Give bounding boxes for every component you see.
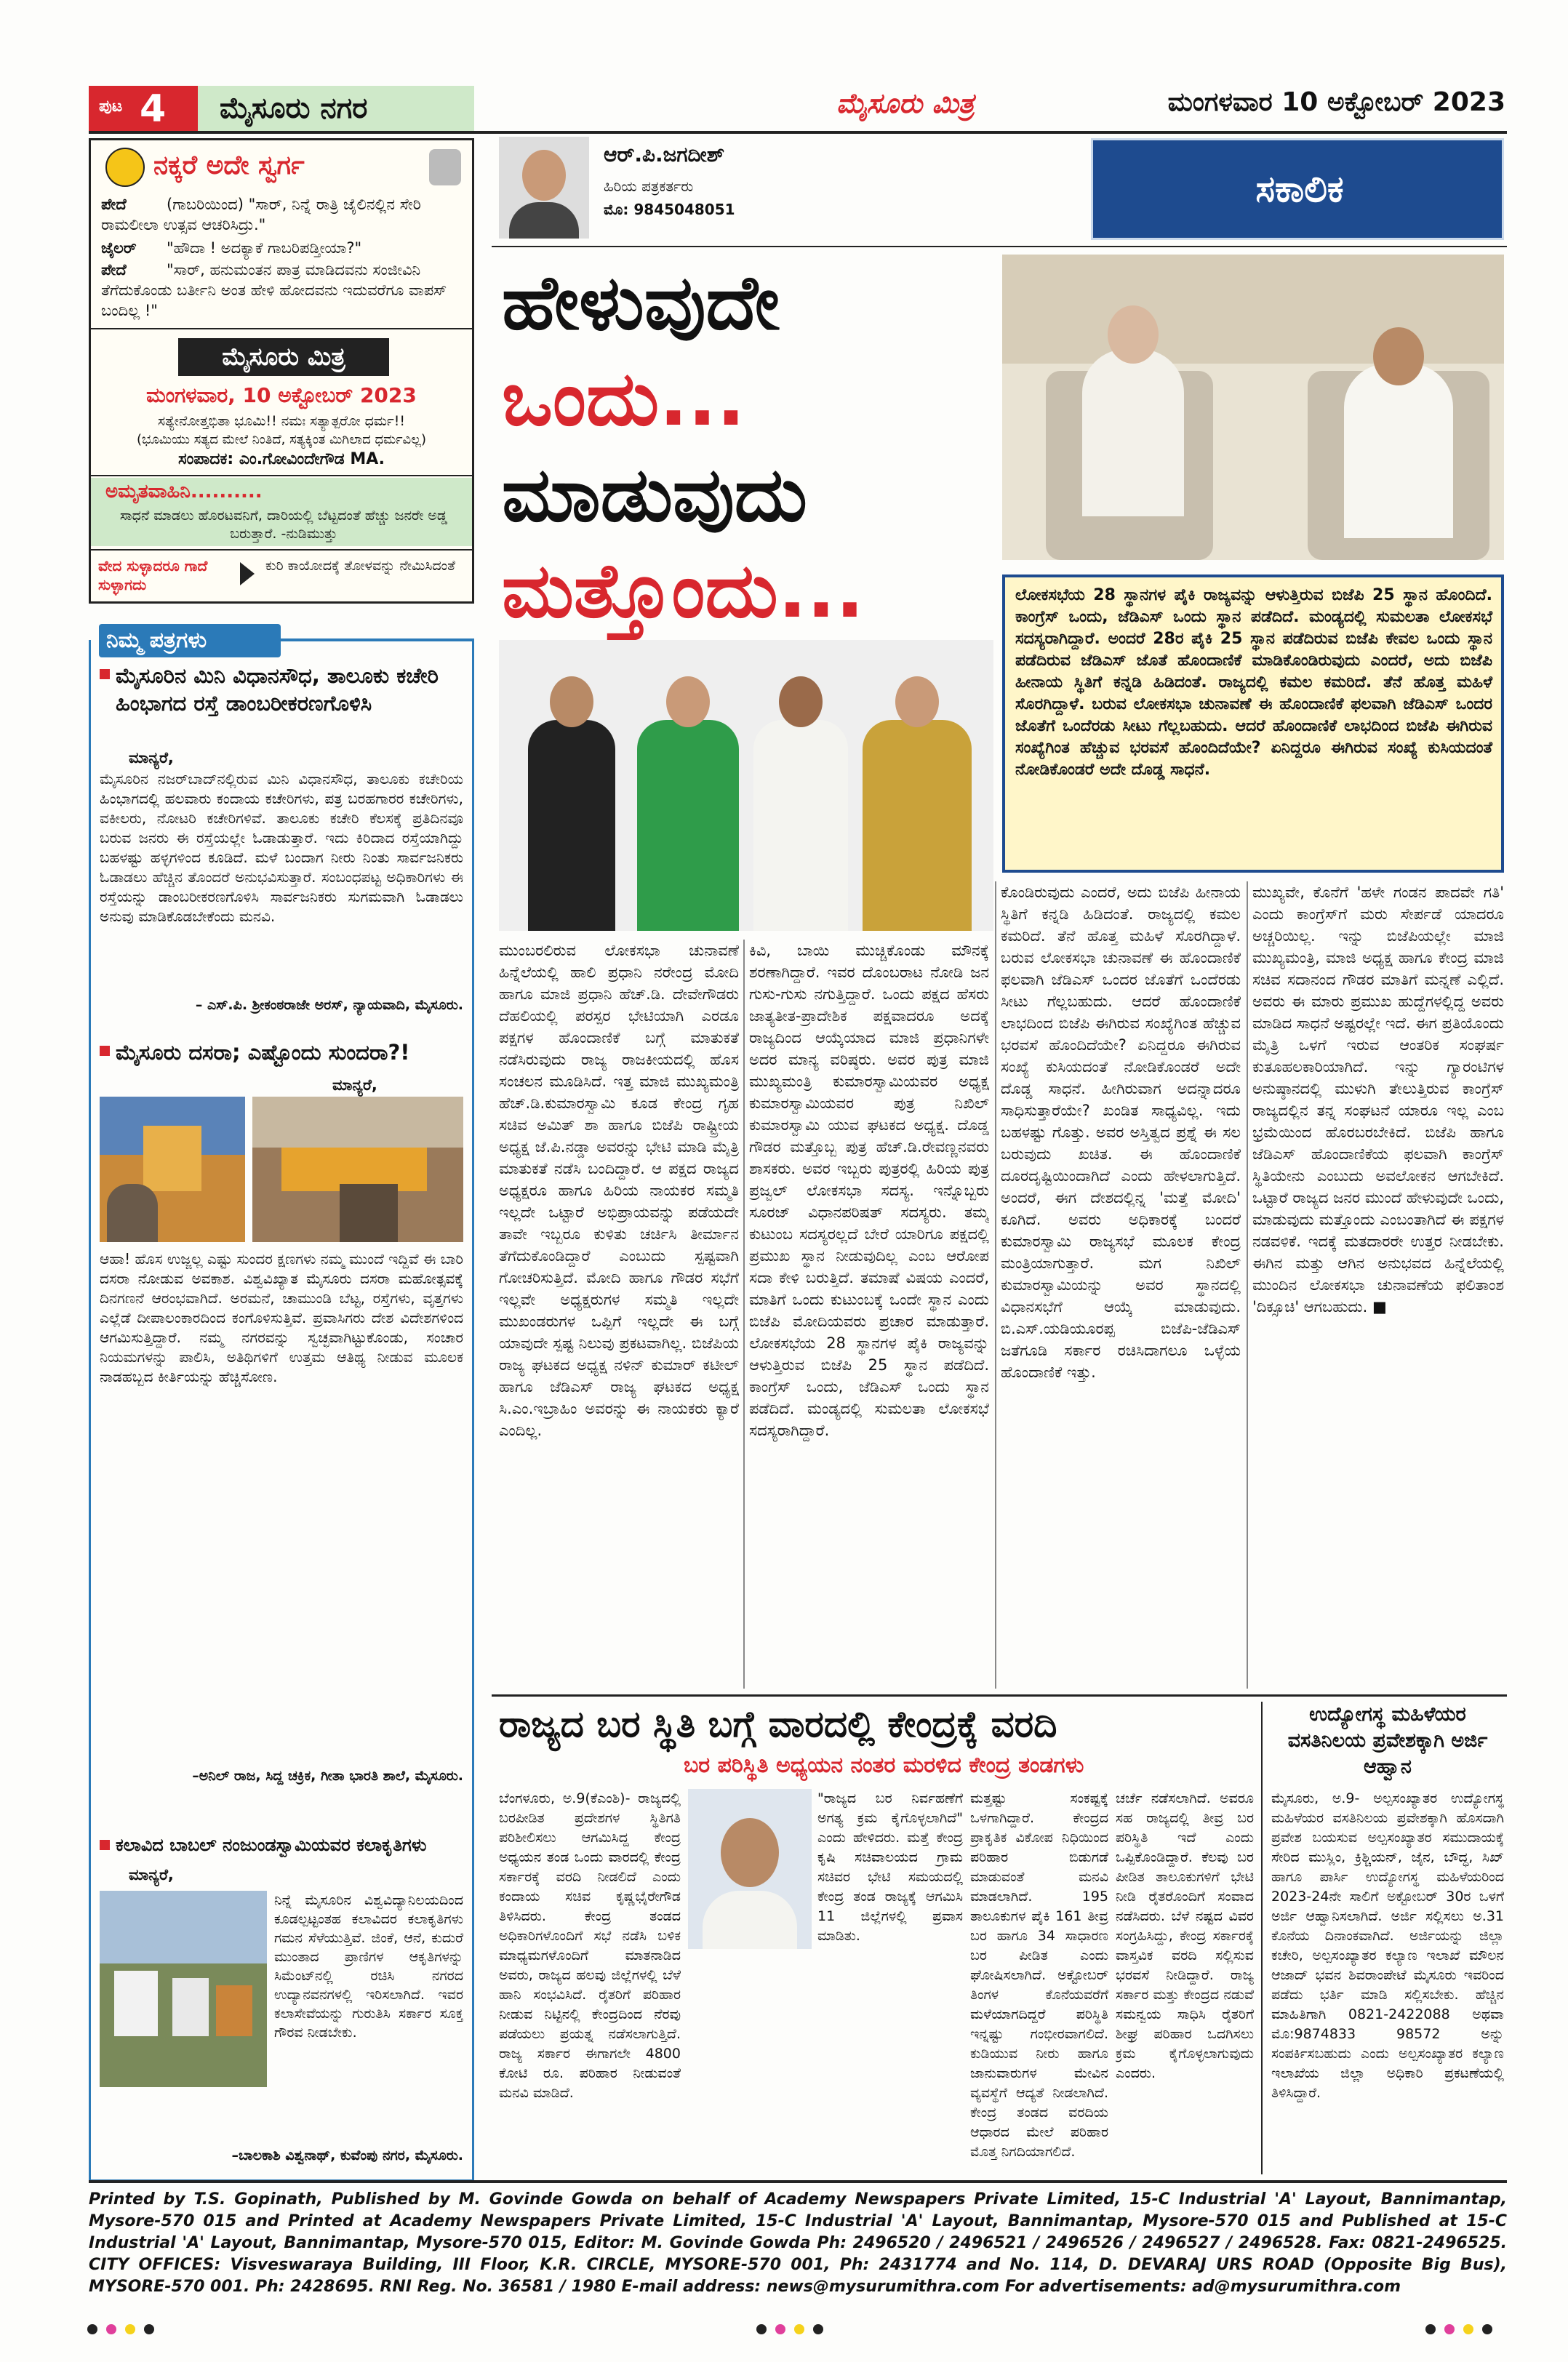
divider <box>91 549 472 551</box>
headline-line-3: ಮಾಡುವುದು <box>502 450 807 539</box>
registration-dot <box>813 2324 823 2334</box>
joke-speaker: ಜೈಲರ್ <box>101 239 137 257</box>
headline-line-2: ಒಂದು... <box>502 354 745 443</box>
letter-body: ಆಹಾ! ಹೊಸ ಉಜ್ಜಲ್ಲ ಎಷ್ಟು ಸುಂದರ ಕ್ಷಣಗಳು ನಮ್ಮ ಮುಂದೆ ಇದ್ದಿವೆ ಈ ಬಾರಿ ದಸರಾ ನೋಡುವ ಅವಕಾಶ. ವಿಶ್ವವಿಖ್ಯಾತ ಮೈಸೂರು ದಸರಾ ಮಹೋತ್ಸವಕ್ಕೆ ದಿನಗಣನೆ ಆರಂಭವಾಗಿದೆ. ಅರಮನೆ, ಚಾಮುಂಡಿ ಬೆಟ್ಟ, ರಸ್ತೆಗಳು, ವೃತ್ತಗಳು ಎಲ್ಲೆಡೆ ದೀಪಾಲಂಕಾರದಿಂದ ಕಂಗೊಳಿಸುತ್ತಿವೆ. ಪ್ರವಾಸಿಗರು ದೇಶ ವಿದೇಶಗಳಿಂದ ಆಗಮಿಸುತ್ತಿದ್ದಾರೆ. ನಮ್ಮ ನಗರವನ್ನು ಸ್ವಚ್ಛವಾಗಿಟ್ಟುಕೊಂಡು, ಸಂಚಾರ ನಿಯಮಗಳನ್ನು ಪಾಲಿಸಿ, ಅತಿಥಿಗಳಿಗೆ ಉತ್ತಮ ಆತಿಥ್ಯ ನೀಡುವ ಮೂಲಕ ನಾಡಹಬ್ಬದ ಕೀರ್ತಿಯನ್ನು ಹೆಚ್ಚಿಸೋಣ. <box>100 1250 463 1385</box>
proverb-arrow-icon <box>240 562 255 585</box>
header-date: ಮಂಗಳವಾರ 10 ಅಕ್ಟೋಬರ್ 2023 <box>1167 87 1505 117</box>
letter-salutation: ಮಾನ್ಯರೆ, <box>129 1866 174 1883</box>
drought-column-1a: ಬೆಂಗಳೂರು, ಅ.9(ಕೆಎಂಶಿ)- ರಾಜ್ಯದಲ್ಲಿ ಬರಪೀಡಿತ ಪ್ರದೇಶಗಳ ಸ್ಥಿತಿಗತಿ ಪರಿಶೀಲಿಸಲು ಆಗಮಿಸಿದ್ದ ಕೇಂದ್ರ ಅಧ್ಯಯನ ತಂಡ ಒಂದು ವಾರದಲ್ಲಿ ಕೇಂದ್ರ ಸರ್ಕಾರಕ್ಕೆ ವರದಿ ನೀಡಲಿದೆ ಎಂದು ಕಂದಾಯ ಸಚಿವ ಕೃಷ್ಣಭೈರೇಗೌಡ ತಿಳಿಸಿದರು. ಕೇಂದ್ರ ತಂಡದ ಅಧಿಕಾರಿಗಳೊಂದಿಗೆ ಸಭೆ ನಡೆಸಿ ಬಳಿಕ ಮಾಧ್ಯಮಗಳೊಂದಿಗೆ ಮಾತನಾಡಿದ ಅವರು, ರಾಜ್ಯದ ಹಲವು ಜಿಲ್ಲೆಗಳಲ್ಲಿ ಬೆಳೆ ಹಾನಿ ಸಂಭವಿಸಿದೆ. ರೈತರಿಗೆ ಪರಿಹಾರ ನೀಡುವ ನಿಟ್ಟಿನಲ್ಲಿ ಕೇಂದ್ರದಿಂದ ನೆರವು ಪಡೆಯಲು ಪ್ರಯತ್ನ ನಡೆಸಲಾಗುತ್ತಿದೆ. ರಾಜ್ಯ ಸರ್ಕಾರ ಈಗಾಗಲೇ 4800 ಕೋಟಿ ರೂ. ಪರಿಹಾರ ನೀಡುವಂತೆ ಮನವಿ ಮಾಡಿದೆ. <box>499 1790 681 2101</box>
bullet-icon <box>100 669 110 679</box>
footer-rule <box>89 2180 1507 2183</box>
joke-line-3 <box>101 260 465 321</box>
letter-3 <box>100 1833 463 2167</box>
section-title: ಮೈಸೂರು ನಗರ <box>220 92 368 125</box>
registration-dot <box>125 2324 135 2334</box>
registration-dot <box>1482 2324 1492 2334</box>
drought-column-3: ಚರ್ಚೆ ನಡೆಸಲಾಗಿದೆ. ಅವರೂ ಸಹ ರಾಜ್ಯದಲ್ಲಿ ತೀವ್ರ ಬರ ಪರಿಸ್ಥಿತಿ ಇದೆ ಎಂದು ಒಪ್ಪಿಕೊಂಡಿದ್ದಾರೆ. ಕೆಲವು ಬರ ಪೀಡಿತ ತಾಲೂಕುಗಳಿಗೆ ಭೇಟಿ ನೀಡಿ ರೈತರೊಂದಿಗೆ ಸಂವಾದ ನಡೆಸಿದರು. ಬೆಳೆ ನಷ್ಟದ ವಿವರ ಸಂಗ್ರಹಿಸಿದ್ದು, ಕೇಂದ್ರ ಸರ್ಕಾರಕ್ಕೆ ವಾಸ್ತವಿಕ ವರದಿ ಸಲ್ಲಿಸುವ ಭರವಸೆ ನೀಡಿದ್ದಾರೆ. ರಾಜ್ಯ ಸರ್ಕಾರ ಮತ್ತು ಕೇಂದ್ರದ ನಡುವೆ ಸಮನ್ವಯ ಸಾಧಿಸಿ ರೈತರಿಗೆ ಶೀಘ್ರ ಪರಿಹಾರ ಒದಗಿಸಲು ಕ್ರಮ ಕೈಗೊಳ್ಳಲಾಗುವುದು ಎಂದರು. <box>1116 1790 1254 2081</box>
letter-headline: ಕಲಾವಿದ ಬಾಬಲ್ ನಂಜುಂಡಸ್ವಾಮಿಯವರ ಕಲಾಕೃತಿಗಳು <box>116 1835 427 1855</box>
letter-headline: ಮೈಸೂರು ದಸರಾ; ಎಷ್ಟೊಂದು ಸುಂದರಾ?! <box>116 1040 410 1065</box>
proverb-left: ವೇದ ಸುಳ್ಳಾದರೂ ಗಾದೆ ಸುಳ್ಳಾಗದು <box>98 557 208 593</box>
registration-dot <box>775 2324 785 2334</box>
letter-salutation: ಮಾನ್ಯರೆ, <box>332 1076 377 1094</box>
joke-text: (ಗಾಬರಿಯಿಂದ) "ಸಾರ್, ನಿನ್ನೆ ರಾತ್ರಿ ಜೈಲಿನಲ್ಲಿನ ಸೇರಿ ರಾಮಲೀಲಾ ಉತ್ಸವ ಆಚರಿಸಿದ್ರು." <box>101 196 421 233</box>
dasara-elephant-photo <box>252 1097 463 1242</box>
registration-dot <box>87 2324 97 2334</box>
joke-box <box>98 145 465 323</box>
masthead-date: ಮಂಗಳವಾರ, 10 ಅಕ್ಟೋಬರ್ 2023 <box>146 383 417 407</box>
column-divider <box>1261 1702 1263 2174</box>
divider <box>91 475 472 476</box>
column-banner <box>1091 138 1504 240</box>
page-number-tab <box>89 86 198 131</box>
joke-line-2 <box>101 238 465 258</box>
amrutha-title: ಅಮೃತವಾಹಿನಿ.......... <box>105 481 263 503</box>
letter-signature: – ಎಸ್.ಪಿ. ಶ್ರೀಕಂಠರಾಜೇ ಅರಸ್, ನ್ಯಾಯವಾದಿ, ಮೈಸೂರು. <box>195 997 463 1013</box>
registration-dot <box>1425 2324 1436 2334</box>
cartoon-icon <box>429 149 461 185</box>
letter-body: ನಿನ್ನೆ ಮೈಸೂರಿನ ವಿಶ್ವವಿದ್ಯಾನಿಲಯದಿಂದ ಕೂಡಲ್ಪಟ್ಟಂತಹ ಕಲಾವಿದರ ಕಲಾಕೃತಿಗಳು ಗಮನ ಸೆಳೆಯುತ್ತಿವೆ. ಜಿಂಕೆ, ಆನೆ, ಕುದುರೆ ಮುಂತಾದ ಪ್ರಾಣಿಗಳ ಆಕೃತಿಗಳನ್ನು ಸಿಮೆಂಟ್‌ನಲ್ಲಿ ರಚಿಸಿ ನಗರದ ಉದ್ಯಾನವನಗಳಲ್ಲಿ ಇರಿಸಲಾಗಿದೆ. ಇವರ ಕಲಾಸೇವೆಯನ್ನು ಗುರುತಿಸಿ ಸರ್ಕಾರ ಸೂಕ್ತ ಗೌರವ ನೀಡಬೇಕು. <box>274 1892 463 2041</box>
minister-photo <box>688 1789 812 1949</box>
amrutha-box <box>91 478 472 546</box>
letter-signature: –ಅನಿಲ್ ರಾಜ, ಸಿದ್ದ ಚಕ್ರಿಕ, ಗೀತಾ ಭಾರತಿ ಶಾಲೆ, ಮೈಸೂರು. <box>192 1768 463 1784</box>
author-photo <box>499 137 589 239</box>
masthead-motto-2: (ಭೂಮಿಯು ಸತ್ಯದ ಮೇಲೆ ನಿಂತಿದೆ, ಸತ್ಯಕ್ಕಿಂತ ಮಿಗಿಲಾದ ಧರ್ಮವಿಲ್ಲ) <box>137 432 426 447</box>
letters-banner: ನಿಮ್ಮ ಪತ್ರಗಳು <box>99 624 281 657</box>
joke-text: "ಹೌದಾ ! ಅದಕ್ಯಾಕೆ ಗಾಬರಿಪಡ್ತೀಯಾ?" <box>167 239 362 257</box>
joke-speaker: ಪೇದೆ <box>101 261 127 279</box>
header-rule <box>89 131 1507 134</box>
article-column-2: ಕಿವಿ, ಬಾಯಿ ಮುಚ್ಚಿಕೊಂಡು ಮೌನಕ್ಕೆ ಶರಣಾಗಿದ್ದಾರೆ. ಇವರ ದೊಂಬರಾಟ ನೋಡಿ ಜನ ಗುಸು-ಗುಸು ನಗುತ್ತಿದ್ದಾರೆ. ಒಂದು ಪಕ್ಷದ ಹೆಸರು ಜಾತ್ಯತೀತ-ಪ್ರಾದೇಶಿಕ ಪಕ್ಷವಾದರೂ ಅದಕ್ಕೆ ರಾಜ್ಯದಿಂದ ಆಯ್ಕೆಯಾದ ಮಾಜಿ ಪ್ರಧಾನಿಗಳೇ ಅದರ ಮಾನ್ಯ ವರಿಷ್ಠರು. ಅವರ ಪುತ್ರ ಮಾಜಿ ಮುಖ್ಯಮಂತ್ರಿ ಕುಮಾರಸ್ವಾಮಿಯವರ ಅಧ್ಯಕ್ಷ ಕುಮಾರಸ್ವಾಮಿಯವರ ಪುತ್ರ ನಿಖಿಲ್ ಕುಮಾರಸ್ವಾಮಿ ಯುವ ಘಟಕದ ಅಧ್ಯಕ್ಷ. ದೊಡ್ಡ ಗೌಡರ ಮತ್ತೊಬ್ಬ ಪುತ್ರ ಹೆಚ್.ಡಿ.ರೇವಣ್ಣನವರು ಶಾಸಕರು. ಅವರ ಇಬ್ಬರು ಪುತ್ರರಲ್ಲಿ ಹಿರಿಯ ಪುತ್ರ ಪ್ರಜ್ವಲ್ ಲೋಕಸಭಾ ಸದಸ್ಯ. ಇನ್ನೊಬ್ಬರು ಸೂರಜ್ ವಿಧಾನಪರಿಷತ್ ಸದಸ್ಯರು. ತಮ್ಮ ಕುಟುಂಬ ಸದಸ್ಯರಲ್ಲದೆ ಬೇರೆ ಯಾರಿಗೂ ಪಕ್ಷದಲ್ಲಿ ಪ್ರಮುಖ ಸ್ಥಾನ ನೀಡುವುದಿಲ್ಲ ಎಂಬ ಆರೋಪ ಸದಾ ಕೇಳಿ ಬರುತ್ತಿದೆ. ತಮಾಷೆ ವಿಷಯ ಎಂದರೆ, ಮಾತಿಗೆ ಒಂದು ಕುಟುಂಬಕ್ಕೆ ಒಂದೇ ಸ್ಥಾನ ಎಂದು ಬಿಜೆಪಿ ಮೋದಿಯವರು ಪ್ರಚಾರ ಮಾಡುತ್ತಾರೆ. ಲೋಕಸಭೆಯ 28 ಸ್ಥಾನಗಳ ಪೈಕಿ ರಾಜ್ಯವನ್ನು ಆಳುತ್ತಿರುವ ಬಿಜೆಪಿ 25 ಸ್ಥಾನ ಪಡೆದಿದೆ. ಕಾಂಗ್ರೆಸ್ ಒಂದು, ಜೆಡಿಎಸ್ ಒಂದು ಸ್ಥಾನ ಪಡೆದಿದೆ. ಮಂಡ್ಯದಲ್ಲಿ ಸುಮಲತಾ ಲೋಕಸಭೆ ಸದಸ್ಯರಾಗಿದ್ದಾರೆ. <box>749 942 989 1439</box>
headline-line-4: ಮತ್ತೊಂದು... <box>502 546 865 635</box>
dasara-palace-photo <box>100 1097 245 1242</box>
letter-body: ಮೈಸೂರಿನ ನಜರ್‌ಬಾದ್‌ನಲ್ಲಿರುವ ಮಿನಿ ವಿಧಾನಸೌಧ, ತಾಲೂಕು ಕಚೇರಿಯ ಹಿಂಭಾಗದಲ್ಲಿ ಹಲವಾರು ಕಂದಾಯ ಕಚೇರಿಗಳು, ಪತ್ರ ಬರಹಗಾರರ ಕಚೇರಿಗಳು, ವಕೀಲರು, ನೋಟರಿ ಕಚೇರಿಗಳಿವೆ. ತಾಲೂಕು ಕಚೇರಿ ಕೆಲಸಕ್ಕೆ ಪ್ರತಿದಿನವೂ ಬರುವ ಜನರು ಈ ರಸ್ತೆಯಲ್ಲೇ ಓಡಾಡುತ್ತಾರೆ. ಇದು ಕಿರಿದಾದ ರಸ್ತೆಯಾಗಿದ್ದು ಬಹಳಷ್ಟು ಹಳ್ಳಗಳಿಂದ ಕೂಡಿದೆ. ಮಳೆ ಬಂದಾಗ ನೀರು ನಿಂತು ಸಾರ್ವಜನಿಕರು ಓಡಾಡಲು ಹೆಚ್ಚಿನ ತೊಂದರೆ ಅನುಭವಿಸುತ್ತಾರೆ. ಸಂಬಂಧಪಟ್ಟ ಅಧಿಕಾರಿಗಳು ಈ ರಸ್ತೆಯನ್ನು ಡಾಂಬರೀಕರಣಗೊಳಿಸಿ ಸಾರ್ವಜನಿಕರು ಸುಗಮವಾಗಿ ಓಡಾಡಲು ಅನುವು ಮಾಡಿಕೊಡಬೇಕೆಂದು ಮನವಿ. <box>100 770 463 925</box>
bullet-icon <box>100 1046 110 1056</box>
pull-quote-box <box>1002 575 1504 873</box>
registration-dot <box>756 2324 767 2334</box>
registration-dot <box>1463 2324 1473 2334</box>
section-title-bar <box>198 86 474 131</box>
proverb-right: ಕುರಿ ಕಾಯೋದಕ್ಕೆ ತೋಳವನ್ನು ನೇಮಿಸಿದಂತೆ <box>265 558 455 574</box>
article-column-1: ಮುಂಬರಲಿರುವ ಲೋಕಸಭಾ ಚುನಾವಣೆ ಹಿನ್ನೆಲೆಯಲ್ಲಿ ಹಾಲಿ ಪ್ರಧಾನಿ ನರೇಂದ್ರ ಮೋದಿ ಹಾಗೂ ಮಾಜಿ ಪ್ರಧಾನಿ ಹೆಚ್.ಡಿ. ದೇವೇಗೌಡರು ದೆಹಲಿಯಲ್ಲಿ ಪರಸ್ಪರ ಭೇಟಿಯಾಗಿ ಎರಡೂ ಪಕ್ಷಗಳ ಹೊಂದಾಣಿಕೆ ಬಗ್ಗೆ ಮಾತುಕತೆ ನಡೆಸಿರುವುದು ರಾಜ್ಯ ರಾಜಕೀಯದಲ್ಲಿ ಹೊಸ ಸಂಚಲನ ಮೂಡಿಸಿದೆ. ಇತ್ತ ಮಾಜಿ ಮುಖ್ಯಮಂತ್ರಿ ಹೆಚ್.ಡಿ.ಕುಮಾರಸ್ವಾಮಿ ಕೂಡ ಕೇಂದ್ರ ಗೃಹ ಸಚಿವ ಅಮಿತ್ ಶಾ ಹಾಗೂ ಬಿಜೆಪಿ ರಾಷ್ಟ್ರೀಯ ಅಧ್ಯಕ್ಷ ಜೆ.ಪಿ.ನಡ್ಡಾ ಅವರನ್ನು ಭೇಟಿ ಮಾಡಿ ಮೈತ್ರಿ ಮಾತುಕತೆ ನಡೆಸಿ ಬಂದಿದ್ದಾರೆ. ಆ ಪಕ್ಷದ ರಾಜ್ಯದ ಅಧ್ಯಕ್ಷರೂ ಹಾಗೂ ಹಿರಿಯ ನಾಯಕರ ಸಮ್ಮತಿ ಇಲ್ಲದೇ ಒಟ್ಟಾರೆ ಅಭಿಪ್ರಾಯವನ್ನು ಪಡೆಯದೇ ತಾವೇ ಇಬ್ಬರೂ ಕುಳಿತು ಚರ್ಚಿಸಿ ತೀರ್ಮಾನ ತೆಗೆದುಕೊಂಡಿದ್ದಾರೆ ಎಂಬುದು ಸ್ಪಷ್ಟವಾಗಿ ಗೋಚರಿಸುತ್ತಿದೆ. ಮೋದಿ ಹಾಗೂ ಗೌಡರ ಸಭೆಗೆ ಇಲ್ಲವೇ ಅಧ್ಯಕ್ಷರುಗಳ ಸಮ್ಮತಿ ಇಲ್ಲದೇ ಮುಖಂಡರುಗಳ ಒಪ್ಪಿಗೆ ಇಲ್ಲದೇ ಈ ಬಗ್ಗೆ ಯಾವುದೇ ಸ್ಪಷ್ಟ ನಿಲುವು ಪ್ರಕಟವಾಗಿಲ್ಲ. ಬಿಜೆಪಿಯ ರಾಜ್ಯ ಘಟಕದ ಅಧ್ಯಕ್ಷ ನಳಿನ್ ಕುಮಾರ್ ಕಟೀಲ್ ಹಾಗೂ ಜೆಡಿಎಸ್ ರಾಜ್ಯ ಘಟಕದ ಅಧ್ಯಕ್ಷ ಸಿ.ಎಂ.ಇಬ್ರಾಹಿಂ ಅವರನ್ನು ಈ ನಾಯಕರು ಕ್ಯಾರೆ ಎಂದಿಲ್ಲ. <box>499 942 739 1439</box>
article-column-4: ಮುಖ್ಯವೇ, ಕೊನೆಗೆ 'ಹಳೇ ಗಂಡನ ಪಾದವೇ ಗತಿ' ಎಂದು ಕಾಂಗ್ರೆಸ್‌ಗೆ ಮರು ಸೇರ್ಪಡೆ ಯಾದರೂ ಅಚ್ಚರಿಯಿಲ್ಲ. ಇನ್ನು ಬಿಜೆಪಿಯಲ್ಲೇ ಮಾಜಿ ಮುಖ್ಯಮಂತ್ರಿ, ಮಾಜಿ ಅಧ್ಯಕ್ಷ ಹಾಗೂ ಕೇಂದ್ರ ಮಾಜಿ ಸಚಿವ ಸದಾನಂದ ಗೌಡರ ಮಾತಿಗೆ ಮನ್ನಣೆ ಎಲ್ಲಿದೆ. ಅವರು ಈ ಮಾರು ಪ್ರಮುಖ ಹುದ್ದೆಗಳಲ್ಲಿದ್ದ ಅವರು ಮಾಡಿದ ಸಾಧನೆ ಅಷ್ಟರಲ್ಲೇ ಇದೆ. ಈಗ ಪ್ರತಿಯೊಂದು ಮೈತ್ರಿ ಒಳಗೆ ಇರುವ ಆಂತರಿಕ ಸಂಘರ್ಷ ಕುತೂಹಲಕಾರಿಯಾಗಿದೆ. ಇನ್ನು ಗ್ಯಾರಂಟಿಗಳ ಅನುಷ್ಠಾನದಲ್ಲಿ ಮುಳುಗಿ ತೇಲುತ್ತಿರುವ ಕಾಂಗ್ರೆಸ್ ರಾಜ್ಯದಲ್ಲಿನ ತನ್ನ ಸಂಘಟನೆ ಯಾರೂ ಇಲ್ಲ ಎಂಬ ಭ್ರಮೆಯಿಂದ ಹೊರಬರಬೇಕಿದೆ. ಬಿಜೆಪಿ ಹಾಗೂ ಜೆಡಿಎಸ್ ಹೊಂದಾಣಿಕೆಯ ಫಲವಾಗಿ ಕಾಂಗ್ರೆಸ್ ಸ್ಥಿತಿಯೇನು ಎಂಬುದು ಅವಲೋಕನ ಆಗಬೇಕಿದೆ. ಒಟ್ಟಾರೆ ರಾಜ್ಯದ ಜನರ ಮುಂದೆ ಹೇಳುವುದೇ ಒಂದು, ಮಾಡುವುದು ಮತ್ತೊಂದು ಎಂಬಂತಾಗಿದೆ ಈ ಪಕ್ಷಗಳ ನಡವಳಿಕೆ. ಇದಕ್ಕೆ ಮತದಾರರೇ ಉತ್ತರ ನೀಡಬೇಕು. ಈಗಿನ ಮತ್ತು ಆಗಿನ ಅನುಭವದ ಹಿನ್ನೆಲೆಯಲ್ಲಿ ಮುಂದಿನ ಲೋಕಸಭಾ ಚುನಾವಣೆಯ ಫಲಿತಾಂಶ 'ದಿಕ್ಸೂಚಿ' ಆಗಬಹುದು. ■ <box>1252 884 1504 1316</box>
joke-title: ನಕ್ಕರೆ ಅದೇ ಸ್ವರ್ಗ <box>153 151 305 180</box>
registration-dot <box>106 2324 116 2334</box>
registration-dot <box>1444 2324 1455 2334</box>
divider <box>91 328 472 329</box>
bullet-icon <box>100 1840 110 1850</box>
author-name: ಆರ್.ಪಿ.ಜಗದೀಶ್ <box>604 143 725 167</box>
page-number: 4 <box>140 87 167 131</box>
sculpture-park-photo <box>100 1891 267 2087</box>
modi-gowda-meeting-photo <box>1002 255 1504 560</box>
column-divider <box>995 881 996 1689</box>
author-phone: ಮೊ: 9845048051 <box>604 201 735 218</box>
leaders-group-photo <box>499 640 993 931</box>
joke-speaker: ಪೇದೆ <box>101 196 127 213</box>
masthead-motto-1: ಸತ್ಯೇನೋತ್ತಭಿತಾ ಭೂಮಿ!! ನಮಃ ಸತ್ಯಾತ್ಪರೋ ಧರ್ಮ!! <box>157 413 406 429</box>
paper-logo: ಮೈಸೂರು ಮಿತ್ರ <box>836 87 975 119</box>
masthead-logo: ಮೈಸೂರು ಮಿತ್ರ <box>178 338 389 376</box>
author-role: ಹಿರಿಯ ಪತ್ರಕರ್ತರು <box>604 177 694 195</box>
article-bottom-rule <box>492 1694 1507 1697</box>
letter-1 <box>100 662 463 1025</box>
letters-section <box>89 640 474 2182</box>
letter-signature: –ಬಾಲಕಾಶಿ ವಿಶ್ವನಾಥ್, ಕುವೆಂಪು ನಗರ, ಮೈಸೂರು. <box>231 2147 463 2163</box>
drought-column-1b: "ರಾಜ್ಯದ ಬರ ನಿರ್ವಹಣೆಗೆ ಅಗತ್ಯ ಕ್ರಮ ಕೈಗೊಳ್ಳಲಾಗಿದೆ" ಎಂದು ಹೇಳಿದರು. ಮತ್ತೆ ಕೇಂದ್ರ ಕೃಷಿ ಸಚಿವಾಲಯದ ಗ್ರಾಮ ಸಚಿವರ ಭೇಟಿ ಸಮಯದಲ್ಲಿ ಕೇಂದ್ರ ತಂಡ ರಾಜ್ಯಕ್ಕೆ ಆಗಮಿಸಿ 11 ಜಿಲ್ಲೆಗಳಲ್ಲಿ ಪ್ರವಾಸ ಮಾಡಿತು. <box>817 1790 963 1944</box>
letter-salutation: ಮಾನ್ಯರೆ, <box>129 749 174 766</box>
joke-text: "ಸಾರ್, ಹನುಮಂತನ ಪಾತ್ರ ಮಾಡಿದವನು ಸಂಜೀವಿನಿ ತೆಗೆದುಕೊಂಡು ಬರ್ತೀನಿ ಅಂತ ಹೇಳಿ ಹೋದವನು ಇದುವರೆಗೂ ವಾಪಸ್ ಬಂದಿಲ್ಲ !" <box>101 261 447 319</box>
footer-imprint: Printed by T.S. Gopinath, Published by M. Govinde Gowda on behalf of Academy Newspapers Private Limited, 15-C Industrial 'A' Layout, Bannimantap, Mysore-570 015 and Printed at Academy Newspapers Private Limited, 15-C Industrial 'A' Layout, Bannimantap, Mysore-570 015 and Published at 15-C Industrial 'A' Layout, Bannimantap, Mysore-570 015, Editor: M. Govinde Gowda Ph: 2496520 / 2496521 / 2496526 / 2496527 / 2496528. Fax: 0821-2496525. CITY OFFICES: Visveswaraya Building, III Floor, K.R. CIRCLE, MYSORE-570 001, Ph: 2431774 and No. 114, D. DEVARAJ URS ROAD (Opposite Big Bus), MYSORE-570 001. Ph: 2428695. RNI Reg. No. 36581 / 1980 E-mail address: news@mysurumithra.com For advertisements: ad@mysurumithra.com <box>89 2190 1507 2296</box>
page-label: ಪುಟ <box>99 97 123 116</box>
drought-headline: ರಾಜ್ಯದ ಬರ ಸ್ಥಿತಿ ಬಗ್ಗೆ ವಾರದಲ್ಲಿ ಕೇಂದ್ರಕ್ಕೆ ವರದಿ <box>499 1703 1057 1745</box>
notice-headline: ಉದ್ಯೋಗಸ್ಥ ಮಹಿಳೆಯರ ವಸತಿನಿಲಯ ಪ್ರವೇಶಕ್ಕಾಗಿ ಅರ್ಜಿ ಆಹ್ವಾನ <box>1287 1703 1488 1778</box>
left-top-box <box>89 138 474 604</box>
pull-quote-text: ಲೋಕಸಭೆಯ 28 ಸ್ಥಾನಗಳ ಪೈಕಿ ರಾಜ್ಯವನ್ನು ಆಳುತ್ತಿರುವ ಬಿಜೆಪಿ 25 ಸ್ಥಾನ ಹೊಂದಿದೆ. ಕಾಂಗ್ರೆಸ್ ಒಂದು, ಜೆಡಿಎಸ್ ಒಂದು ಸ್ಥಾನ ಪಡೆದಿದೆ. ಮಂಡ್ಯದಲ್ಲಿ ಸುಮಲತಾ ಲೋಕಸಭೆ ಸದಸ್ಯರಾಗಿದ್ದಾರೆ. ಅಂದರೆ 28ರ ಪೈಕಿ 25 ಸ್ಥಾನ ಪಡೆದಿರುವ ಬಿಜೆಪಿ ಕೇವಲ ಒಂದು ಸ್ಥಾನ ಪಡೆದಿರುವ ಜೆಡಿಎಸ್ ಜೊತೆ ಹೊಂದಾಣಿಕೆ ಮಾಡಿಕೊಂಡಿರುವುದು ಎಂದರೆ, ಅದು ಬಿಜೆಪಿ ಹೀನಾಯ ಸ್ಥಿತಿಗೆ ಕನ್ನಡಿ ಹಿಡಿದಂತೆ. ರಾಜ್ಯದಲ್ಲಿ ಕಮಲ ಕಮರಿದೆ. ತೆನೆ ಹೊತ್ತ ಮಹಿಳೆ ಸೊರಗಿದ್ದಾಳೆ. ಬರುವ ಲೋಕಸಭಾ ಚುನಾವಣೆ ಈ ಹೊಂದಾಣಿಕೆ ಫಲವಾಗಿ ಜೆಡಿಎಸ್ ಒಂದರ ಜೊತೆಗೆ ಒಂದೆರಡು ಸೀಟು ಗೆಲ್ಲಬಹುದು. ಆದರೆ ಹೊಂದಾಣಿಕೆ ಲಾಭದಿಂದ ಬಿಜೆಪಿ ಈಗಿರುವ ಸಂಖ್ಯೆಗಿಂತ ಹೆಚ್ಚುವ ಭರವಸೆ ಹೊಂದಿದೆಯೇ? ಏನಿದ್ದರೂ ಈಗಿರುವ ಸಂಖ್ಯೆ ಕುಸಿಯದಂತೆ ನೋಡಿಕೊಂಡರೆ ಅದೇ ದೊಡ್ಡ ಸಾಧನೆ. <box>1015 586 1492 779</box>
laughing-face-icon <box>105 148 145 187</box>
registration-dot <box>144 2324 154 2334</box>
article-column-3: ಕೊಂಡಿರುವುದು ಎಂದರೆ, ಅದು ಬಿಜೆಪಿ ಹೀನಾಯ ಸ್ಥಿತಿಗೆ ಕನ್ನಡಿ ಹಿಡಿದಂತೆ. ರಾಜ್ಯದಲ್ಲಿ ಕಮಲ ಕಮರಿದೆ. ತೆನೆ ಹೊತ್ತ ಮಹಿಳೆ ಸೊರಗಿದ್ದಾಳೆ. ಬರುವ ಲೋಕಸಭಾ ಚುನಾವಣೆ ಈ ಹೊಂದಾಣಿಕೆ ಫಲವಾಗಿ ಜೆಡಿಎಸ್ ಒಂದರ ಜೊತೆಗೆ ಒಂದೆರಡು ಸೀಟು ಗೆಲ್ಲಬಹುದು. ಆದರೆ ಹೊಂದಾಣಿಕೆ ಲಾಭದಿಂದ ಬಿಜೆಪಿ ಈಗಿರುವ ಸಂಖ್ಯೆಗಿಂತ ಹೆಚ್ಚುವ ಭರವಸೆ ಹೊಂದಿದೆಯೇ? ಏನಿದ್ದರೂ ಈಗಿರುವ ಸಂಖ್ಯೆ ಕುಸಿಯದಂತೆ ನೋಡಿಕೊಂಡರೆ ಅದೇ ದೊಡ್ಡ ಸಾಧನೆ. ಹೀಗಿರುವಾಗ ಅದನ್ನಾದರೂ ಸಾಧಿಸುತ್ತಾರೆಯೇ? ಖಂಡಿತ ಸಾಧ್ಯವಿಲ್ಲ. ಇದು ಬಹಳಷ್ಟು ಗೊತ್ತು. ಅವರ ಅಸ್ತಿತ್ವದ ಪ್ರಶ್ನೆ ಈ ಸಲ ಬರುವುದು ಖಚಿತ. ಈ ಹೊಂದಾಣಿಕೆ ದೂರದೃಷ್ಟಿಯಿಂದಾಗಿದೆ ಎಂದು ಹೇಳಲಾಗುತ್ತಿದೆ. ಅಂದರೆ, ಈಗ ದೇಶದಲ್ಲಿನ್ನ 'ಮತ್ತೆ ಮೋದಿ' ಕೂಗಿದೆ. ಅವರು ಅಧಿಕಾರಕ್ಕೆ ಬಂದರೆ ಕುಮಾರಸ್ವಾಮಿ ರಾಜ್ಯಸಭೆ ಮೂಲಕ ಕೇಂದ್ರ ಮಂತ್ರಿಯಾಗುತ್ತಾರೆ. ಮಗ ನಿಖಿಲ್ ಕುಮಾರಸ್ವಾಮಿಯನ್ನು ಅವರ ಸ್ಥಾನದಲ್ಲಿ ವಿಧಾನಸಭೆಗೆ ಆಯ್ಕೆ ಮಾಡುವುದು. ಬಿ.ಎಸ್.ಯಡಿಯೂರಪ್ಪ ಬಿಜೆಪಿ-ಜೆಡಿಎಸ್ ಜತೆಗೂಡಿ ಸರ್ಕಾರ ರಚಿಸಿದಾಗಲೂ ಒಳ್ಳೆಯ ಹೊಂದಾಣಿಕೆ ಇತ್ತು. <box>1001 884 1241 1381</box>
joke-line-1 <box>101 194 465 235</box>
headline-line-1: ಹೇಳುವುದೇ <box>502 258 780 347</box>
notice-body: ಮೈಸೂರು, ಅ.9- ಅಲ್ಪಸಂಖ್ಯಾತರ ಉದ್ಯೋಗಸ್ಥ ಮಹಿಳೆಯರ ವಸತಿನಿಲಯ ಪ್ರವೇಶಕ್ಕಾಗಿ ಹೊಸದಾಗಿ ಪ್ರವೇಶ ಬಯಸುವ ಅಲ್ಪಸಂಖ್ಯಾತರ ಸಮುದಾಯಕ್ಕೆ ಸೇರಿದ ಮುಸ್ಲಿಂ, ಕ್ರಿಶ್ಚಿಯನ್, ಜೈನ, ಬೌದ್ಧ, ಸಿಖ್ ಹಾಗೂ ಪಾರ್ಸಿ ಉದ್ಯೋಗಸ್ಥ ಮಹಿಳೆಯರಿಂದ 2023-24ನೇ ಸಾಲಿಗೆ ಅಕ್ಟೋಬರ್ 30ರ ಒಳಗೆ ಅರ್ಜಿ ಆಹ್ವಾನಿಸಲಾಗಿದೆ. ಅರ್ಜಿ ಸಲ್ಲಿಸಲು ಅ.31 ಕೊನೆಯ ದಿನಾಂಕವಾಗಿದೆ. ಅರ್ಜಿಯನ್ನು ಜಿಲ್ಲಾ ಕಚೇರಿ, ಅಲ್ಪಸಂಖ್ಯಾತರ ಕಲ್ಯಾಣ ಇಲಾಖೆ ಮೌಲನ ಆಜಾದ್ ಭವನ ಶಿವರಾಂಪೇಟೆ ಮೈಸೂರು ಇವರಿಂದ ಪಡೆದು ಭರ್ತಿ ಮಾಡಿ ಸಲ್ಲಿಸಬೇಕು. ಹೆಚ್ಚಿನ ಮಾಹಿತಿಗಾಗಿ 0821-2422088 ಅಥವಾ ಮೊ:9874833 98572 ಅನ್ನು ಸಂಪರ್ಕಿಸಬಹುದು ಎಂದು ಅಲ್ಪಸಂಖ್ಯಾತರ ಕಲ್ಯಾಣ ಇಲಾಖೆಯ ಜಿಲ್ಲಾ ಅಧಿಕಾರಿ ಪ್ರಕಟಣೆಯಲ್ಲಿ ತಿಳಿಸಿದ್ದಾರೆ. <box>1271 1790 1504 2101</box>
letter-2 <box>100 1038 463 1802</box>
masthead-editor: ಸಂಪಾದಕ: ಎಂ.ಗೋವಿಂದೇಗೌಡ MA. <box>177 450 385 468</box>
column-divider <box>1247 881 1248 1689</box>
column-divider <box>743 940 745 1689</box>
column-name: ಸಕಾಲಿಕ <box>1255 168 1344 210</box>
drought-subhead: ಬರ ಪರಿಸ್ಥಿತಿ ಅಧ್ಯಯನ ನಂತರ ಮರಳಿದ ಕೇಂದ್ರ ತಂಡಗಳು <box>684 1753 1084 1778</box>
registration-dot <box>794 2324 804 2334</box>
amrutha-text: ಸಾಧನೆ ಮಾಡಲು ಹೊರಟವನಿಗೆ, ದಾರಿಯಲ್ಲಿ ಬೆಟ್ಟದಂತೆ ಹೆಚ್ಚು ಜನರೇ ಅಡ್ಡ ಬರುತ್ತಾರೆ. -ನುಡಿಮುತ್ತು <box>119 508 448 542</box>
drought-column-2: ಮತ್ತಷ್ಟು ಸಂಕಷ್ಟಕ್ಕೆ ಒಳಗಾಗಿದ್ದಾರೆ. ಕೇಂದ್ರದ ಪ್ರಾಕೃತಿಕ ವಿಕೋಪ ನಿಧಿಯಿಂದ ಪರಿಹಾರ ಬಿಡುಗಡೆ ಮಾಡುವಂತೆ ಮನವಿ ಮಾಡಲಾಗಿದೆ. 195 ತಾಲೂಕುಗಳ ಪೈಕಿ 161 ತೀವ್ರ ಬರ ಹಾಗೂ 34 ಸಾಧಾರಣ ಬರ ಪೀಡಿತ ಎಂದು ಘೋಷಿಸಲಾಗಿದೆ. ಅಕ್ಟೋಬರ್ ತಿಂಗಳ ಕೊನೆಯವರೆಗೆ ಮಳೆಯಾಗದಿದ್ದರೆ ಪರಿಸ್ಥಿತಿ ಇನ್ನಷ್ಟು ಗಂಭೀರವಾಗಲಿದೆ. ಕುಡಿಯುವ ನೀರು ಹಾಗೂ ಜಾನುವಾರುಗಳ ಮೇವಿನ ವ್ಯವಸ್ಥೆಗೆ ಆದ್ಯತೆ ನೀಡಲಾಗಿದೆ. ಕೇಂದ್ರ ತಂಡದ ವರದಿಯ ಆಧಾರದ ಮೇಲೆ ಪರಿಹಾರ ಮೊತ್ತ ನಿಗದಿಯಾಗಲಿದೆ. <box>970 1790 1108 2160</box>
byline-rule <box>492 246 1507 247</box>
letter-headline: ಮೈಸೂರಿನ ಮಿನಿ ವಿಧಾನಸೌಧ, ತಾಲೂಕು ಕಚೇರಿ ಹಿಂಭಾಗದ ರಸ್ತೆ ಡಾಂಬರೀಕರಣಗೊಳಿಸಿ <box>116 663 439 716</box>
